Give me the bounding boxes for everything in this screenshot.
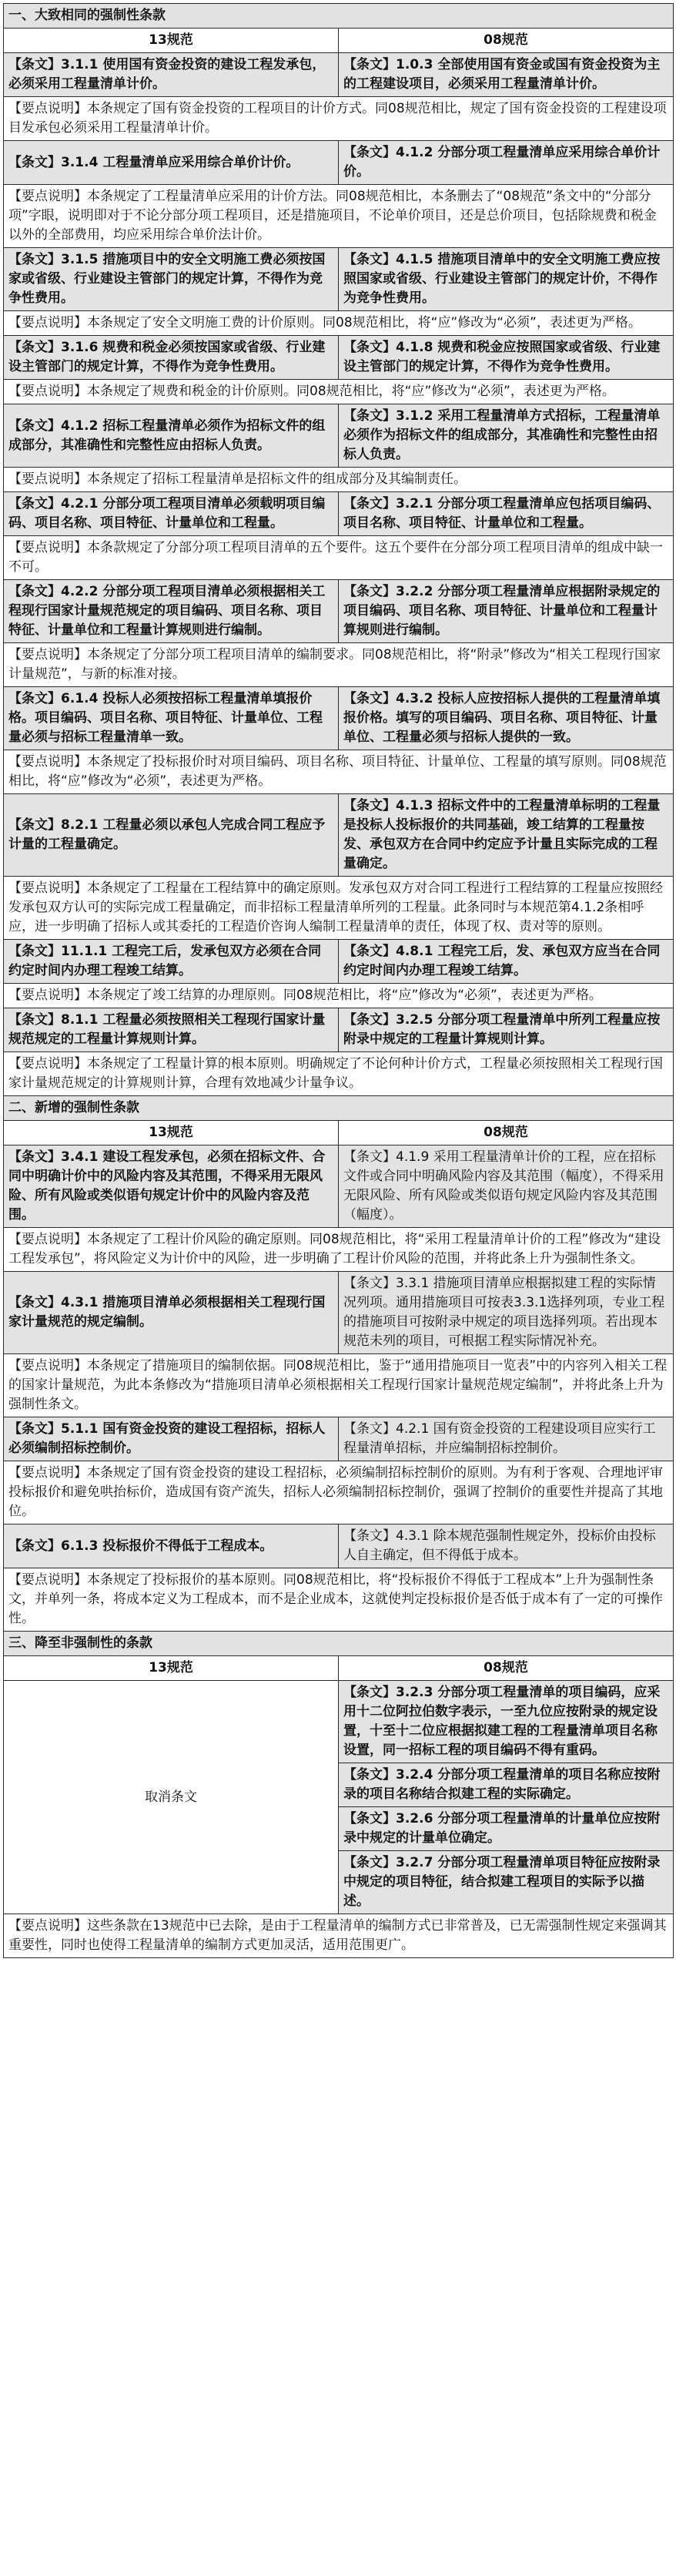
clause-08: 【条文】4.3.1 除本规范强制性规定外，投标价由投标人自主确定，但不得低于成本。 [339,1524,674,1568]
explanation-note: 【要点说明】本条规定了分部分项工程项目清单的编制要求。同08规范相比，将“附录”修改为“相关工程现行国家计量规范”，与新的标准对接。 [4,643,674,687]
column-header-row [4,1121,674,1145]
note-row [4,750,674,794]
explanation-note: 【要点说明】本条规定了投标报价的基本原则。同08规范相比，将“投标报价不得低于工程成本”上升为强制性条文，并单列一条，将成本定义为工程成本，而不是企业成本，这就使判定投标报价是否低于成本有了一定的可操作性。 [4,1568,674,1632]
note-row [4,1461,674,1524]
clause-row [4,1145,674,1228]
clause-row [4,687,674,750]
explanation-note: 【要点说明】这些条款在13规范中已去除，是由于工程量清单的编制方式已非常普及，已无需强制性规定来强调其重要性，同时也使得工程量清单的编制方式更加灵活，适用范围更广。 [4,1914,674,1958]
column-header-08: 08规范 [339,1656,674,1681]
clause-row [4,492,674,536]
clause-13: 【条文】4.2.1 分部分项工程项目清单必须载明项目编码、项目名称、项目特征、计量单位和工程量。 [4,492,339,536]
note-row [4,1228,674,1272]
clause-13: 【条文】8.2.1 工程量必须以承包人完成合同工程应予计量的工程量确定。 [4,794,339,877]
clause-08: 【条文】3.1.2 采用工程量清单方式招标，工程量清单必须作为招标文件的组成部分，其准确性和完整性由招标人负责。 [339,404,674,468]
clause-row [4,1008,674,1052]
note-row [4,1354,674,1417]
note-row [4,380,674,404]
section-header-row [4,1632,674,1656]
note-row [4,185,674,248]
note-row [4,984,674,1008]
clause-08: 【条文】4.1.3 招标文件中的工程量清单标明的工程量是投标人投标报价的共同基础，竣工结算的工程量按发、承包双方在合同中约定应予计量且实际完成的工程量确定。 [339,794,674,877]
clause-08: 【条文】4.1.8 规费和税金应按照国家或省级、行业建设主管部门的规定计算，不得作为竞争性费用。 [339,336,674,380]
section-title: 三、降至非强制性的条款 [4,1632,674,1656]
note-row [4,468,674,492]
clause-row [4,1524,674,1568]
column-header-08: 08规范 [339,1121,674,1145]
clause-08: 【条文】4.8.1 工程完工后，发、承包双方应当在合同约定时间内办理工程竣工结算。 [339,940,674,984]
section-title: 二、新增的强制性条款 [4,1096,674,1121]
cancelled-label: 取消条文 [4,1681,339,1914]
note-row [4,97,674,141]
clause-row [4,336,674,380]
note-row [4,311,674,336]
clause-row [4,53,674,97]
column-header-13: 13规范 [4,29,339,53]
clause-row [4,1272,674,1354]
clause-row [4,1417,674,1461]
explanation-note: 【要点说明】本条规定了工程量计算的根本原则。明确规定了不论何种计价方式，工程量必须按照相关工程现行国家计量规范规定的计算规则计算，合理有效地减少计量争议。 [4,1052,674,1096]
clause-13: 【条文】4.1.2 招标工程量清单必须作为招标文件的组成部分，其准确性和完整性应由招标人负责。 [4,404,339,468]
clause-13: 【条文】3.1.6 规费和税金必须按国家或省级、行业建设主管部门的规定计算，不得作为竞争性费用。 [4,336,339,380]
clause-13: 【条文】3.1.1 使用国有资金投资的建设工程发承包，必须采用工程量清单计价。 [4,53,339,97]
clause-13: 【条文】8.1.1 工程量必须按照相关工程现行国家计量规范规定的工程量计算规则计算。 [4,1008,339,1052]
clause-13: 【条文】3.1.5 措施项目中的安全文明施工费必须按国家或省级、行业建设主管部门的规定计算，不得作为竞争性费用。 [4,248,339,311]
column-header-row [4,29,674,53]
clause-row [4,141,674,185]
note-row [4,1914,674,1958]
clause-13: 【条文】11.1.1 工程完工后，发承包双方必须在合同约定时间内办理工程竣工结算。 [4,940,339,984]
clause-13: 【条文】3.4.1 建设工程发承包，必须在招标文件、合同中明确计价中的风险内容及其范围，不得采用无限风险、所有风险或类似语句规定计价中的风险内容及范围。 [4,1145,339,1228]
column-header-08: 08规范 [339,29,674,53]
clause-row [4,404,674,468]
clause-13: 【条文】3.1.4 工程量清单应采用综合单价计价。 [4,141,339,185]
explanation-note: 【要点说明】本条规定了安全文明施工费的计价原则。同08规范相比，将“应”修改为“必须”，表述更为严格。 [4,311,674,336]
clause-08: 【条文】1.0.3 全部使用国有资金或国有资金投资为主的工程建设项目，必须采用工程量清单计价。 [339,53,674,97]
clause-08: 【条文】3.2.7 分部分项工程量清单项目特征应按附录中规定的项目特征，结合拟建工程项目的实际予以描述。 [339,1851,674,1914]
explanation-note: 【要点说明】本条规定了规费和税金的计价原则。同08规范相比，将“应”修改为“必须”，表述更为严格。 [4,380,674,404]
clause-08: 【条文】3.2.2 分部分项工程量清单应根据附录规定的项目编码、项目名称、项目特征、计量单位和工程量计算规则进行编制。 [339,580,674,643]
clause-13: 【条文】6.1.3 投标报价不得低于工程成本。 [4,1524,339,1568]
clause-13: 【条文】4.2.2 分部分项工程项目清单必须根据相关工程现行国家计量规范规定的项目编码、项目名称、项目特征、计量单位和工程量计算规则进行编制。 [4,580,339,643]
clause-08: 【条文】4.1.9 采用工程量清单计价的工程，应在招标文件或合同中明确风险内容及其范围（幅度），不得采用无限风险、所有风险或类似语句规定风险内容及其范围（幅度）。 [339,1145,674,1228]
clause-comparison-table [3,3,674,1958]
note-row [4,536,674,580]
clause-row [4,248,674,311]
clause-08: 【条文】4.1.5 措施项目清单中的安全文明施工费应按照国家或省级、行业建设主管部门的规定计价，不得作为竞争性费用。 [339,248,674,311]
clause-08: 【条文】4.1.2 分部分项工程量清单应采用综合单价计价。 [339,141,674,185]
section-header-row [4,1096,674,1121]
explanation-note: 【要点说明】本条规定了招标工程量清单是招标文件的组成部分及其编制责任。 [4,468,674,492]
clause-row [4,940,674,984]
note-row [4,1052,674,1096]
clause-08: 【条文】3.3.1 措施项目清单应根据拟建工程的实际情况列项。通用措施项目可按表3.3.1选择列项，专业工程的措施项目可按附录中规定的项目选择列项。若出现本规范未列的项目，可根据工程实际情况补充。 [339,1272,674,1354]
clause-08: 【条文】3.2.3 分部分项工程量清单的项目编码，应采用十二位阿拉伯数字表示，一至九位应按附录的规定设置，十至十二位应根据拟建工程的工程量清单项目名称设置，同一招标工程的项目编码不得有重码。 [339,1681,674,1763]
section-header-row [4,4,674,29]
page [3,3,673,1958]
clause-row [4,794,674,877]
explanation-note: 【要点说明】本条规定了工程量清单应采用的计价方法。同08规范相比，本条删去了“08规范”条文中的“分部分项”字眼，说明即对于不论分部分项工程项目，还是措施项目，不论单价项目，还是总价项目，包括除规费和税金以外的全部费用，均应采用综合单价法计价。 [4,185,674,248]
explanation-note: 【要点说明】本条规定了竣工结算的办理原则。同08规范相比，将“应”修改为“必须”，表述更为严格。 [4,984,674,1008]
explanation-note: 【要点说明】本条规定了工程计价风险的确定原则。同08规范相比，将“采用工程量清单计价的工程”修改为“建设工程发承包”，将风险定义为计价中的风险，进一步明确了工程计价风险的范围，并将此条上升为强制性条文。 [4,1228,674,1272]
clause-13: 【条文】4.3.1 措施项目清单必须根据相关工程现行国家计量规范的规定编制。 [4,1272,339,1354]
clause-08: 【条文】3.2.5 分部分项工程量清单中所列工程量应按附录中规定的工程量计算规则计算。 [339,1008,674,1052]
clause-08: 【条文】4.2.1 国有资金投资的工程建设项目应实行工程量清单招标，并应编制招标控制价。 [339,1417,674,1461]
clause-08: 【条文】3.2.1 分部分项工程量清单应包括项目编码、项目名称、项目特征、计量单位和工程量。 [339,492,674,536]
clause-08: 【条文】4.3.2 投标人应按招标人提供的工程量清单填报价格。填写的项目编码、项目名称、项目特征、计量单位、工程量必须与招标人提供的一致。 [339,687,674,750]
clause-08: 【条文】3.2.4 分部分项工程量清单的项目名称应按附录的项目名称结合拟建工程的实际确定。 [339,1763,674,1807]
explanation-note: 【要点说明】本条规定了投标报价时对项目编码、项目名称、项目特征、计量单位、工程量的填写原则。同08规范相比，将“应”修改为“必须”，表述更为严格。 [4,750,674,794]
column-header-13: 13规范 [4,1121,339,1145]
explanation-note: 【要点说明】本条规定了国有资金投资的工程项目的计价方式。同08规范相比，规定了国有资金投资的工程建设项目发承包必须采用工程量清单计价。 [4,97,674,141]
clause-row [4,1681,674,1763]
clause-08: 【条文】3.2.6 分部分项工程量清单的计量单位应按附录中规定的计量单位确定。 [339,1807,674,1851]
column-header-13: 13规范 [4,1656,339,1681]
explanation-note: 【要点说明】本条规定了工程量在工程结算中的确定原则。发承包双方对合同工程进行工程结算的工程量应按照经发承包双方认可的实际完成工程量确定，而非招标工程量清单所列的工程量。此条同时与本规范第4.1.2条相呼应，进一步明确了招标人或其委托的工程造价咨询人编制工程量清单的责任，体现了权、责对等的原则。 [4,877,674,940]
explanation-note: 【要点说明】本条规定了国有资金投资的建设工程招标，必须编制招标控制价的原则。为有利于客观、合理地评审投标报价和避免哄抬标价，造成国有资产流失，招标人必须编制招标控制价，强调了控制价的重要性并提高了其地位。 [4,1461,674,1524]
section-title: 一、大致相同的强制性条款 [4,4,674,29]
clause-13: 【条文】6.1.4 投标人必须按招标工程量清单填报价格。项目编码、项目名称、项目特征、计量单位、工程量必须与招标工程量清单一致。 [4,687,339,750]
explanation-note: 【要点说明】本条款规定了分部分项工程项目清单的五个要件。这五个要件在分部分项工程项目清单的组成中缺一不可。 [4,536,674,580]
note-row [4,877,674,940]
clause-row [4,580,674,643]
note-row [4,1568,674,1632]
note-row [4,643,674,687]
clause-13: 【条文】5.1.1 国有资金投资的建设工程招标，招标人必须编制招标控制价。 [4,1417,339,1461]
explanation-note: 【要点说明】本条规定了措施项目的编制依据。同08规范相比，鉴于“通用措施项目一览表”中的内容列入相关工程的国家计量规范，为此本条修改为“措施项目清单必须根据相关工程现行国家计量规范规定编制”，并将此条上升为强制性条文。 [4,1354,674,1417]
column-header-row [4,1656,674,1681]
